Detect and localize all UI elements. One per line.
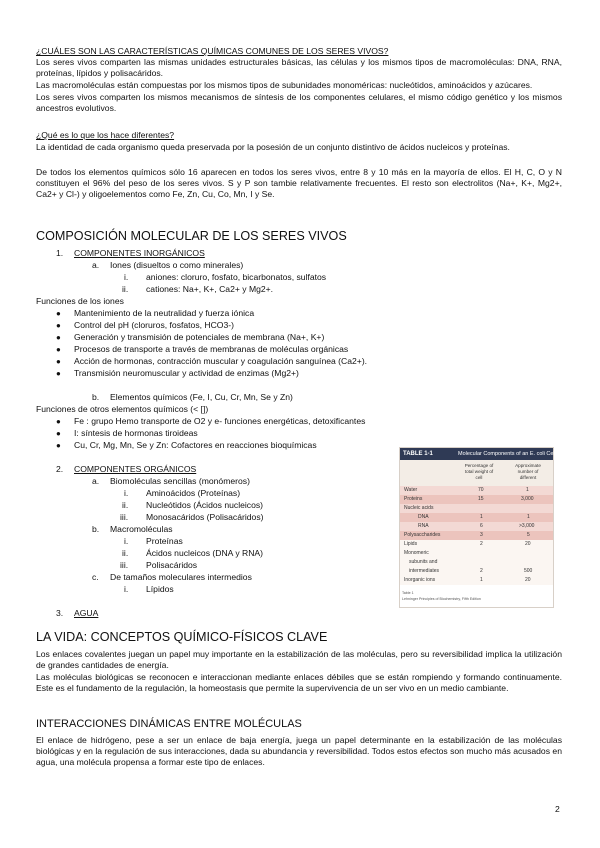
- list-number-3: 3.: [56, 608, 64, 618]
- list-number-1: 1.: [56, 248, 64, 258]
- row-name: subunits and: [409, 559, 438, 565]
- row-value: 20: [525, 577, 531, 583]
- list-letter-a: a.: [92, 260, 100, 270]
- bullet-icon: ●: [56, 441, 61, 450]
- row-name: DNA: [418, 514, 429, 520]
- row-value: 500: [524, 568, 533, 574]
- ion-functions-title: Funciones de los iones: [36, 296, 124, 306]
- row-value: 20: [525, 541, 531, 547]
- row-value: 1: [526, 487, 529, 493]
- list-roman-iii: iii.: [120, 560, 129, 570]
- inorganic-heading: COMPONENTES INORGÁNICOS: [74, 248, 205, 258]
- other-functions-title: Funciones de otros elementos químicos (< []): [36, 404, 209, 414]
- list-item: Cu, Cr, Mg, Mn, Se y Zn: Cofactores en reacciones bioquímicas: [74, 440, 317, 450]
- row-name: RNA: [418, 523, 429, 529]
- table-row: [400, 567, 553, 576]
- row-value: 15: [478, 496, 484, 502]
- row-value: 1: [480, 514, 483, 520]
- life-paragraph-1: Los enlaces covalentes juegan un papel muy importante en la estabilización de las moléculas, pero su reversibilidad implica la utilización de grandes cantidades de energía.: [36, 649, 562, 670]
- list-roman-i: i.: [124, 536, 129, 546]
- row-value: 3: [480, 532, 483, 538]
- table-row: [400, 549, 553, 558]
- bullet-icon: ●: [56, 369, 61, 378]
- list-letter-b: b.: [92, 524, 100, 534]
- list-letter-b: b.: [92, 392, 100, 402]
- column-header: Approximate number of different: [515, 463, 541, 480]
- table-image-caption: Molecular Components of an E. coli Cell: [458, 451, 556, 457]
- bullet-icon: ●: [56, 321, 61, 330]
- row-value: 1: [527, 514, 530, 520]
- list-roman-i: i.: [124, 272, 129, 282]
- bullet-icon: ●: [56, 345, 61, 354]
- table-row: [400, 531, 553, 540]
- intro-paragraph-3: Los seres vivos comparten los mismos mecanismos de síntesis de los componentes celulares, el mismo código genético y los mismos ancestros evolutivos.: [36, 92, 562, 113]
- list-item: Fe : grupo Hemo transporte de O2 y e- funciones energéticas, detoxificantes: [74, 416, 366, 426]
- list-roman-ii: ii.: [122, 500, 129, 510]
- table-image-column-headers: [400, 460, 553, 486]
- table-image-label: TABLE 1-1: [403, 451, 433, 457]
- table-image-footnote: Table 1: [402, 591, 414, 595]
- list-roman-i: i.: [124, 488, 129, 498]
- row-name: Water: [404, 487, 418, 493]
- table-row: [400, 504, 553, 513]
- row-value: >3,000: [519, 523, 535, 529]
- list-roman-iii: iii.: [120, 512, 129, 522]
- row-name: intermediates: [409, 568, 440, 574]
- row-value: 5: [527, 532, 530, 538]
- list-number-2: 2.: [56, 464, 64, 474]
- bullet-icon: ●: [56, 417, 61, 426]
- intermediate-item: De tamaños moleculares intermedios: [110, 572, 252, 582]
- column-header: Percentage of total weight of cell: [464, 463, 494, 480]
- row-name: Monomeric: [404, 550, 429, 556]
- list-item: Nucleótidos (Ácidos nucleicos): [146, 500, 264, 510]
- row-value: 2: [480, 568, 483, 574]
- row-value: 2: [480, 541, 483, 547]
- question-1-title: ¿CUÁLES SON LAS CARACTERÍSTICAS QUÍMICAS COMUNES DE LOS SERES VIVOS?: [36, 46, 389, 56]
- table-image-header: [400, 448, 556, 460]
- table-row: [400, 513, 553, 522]
- list-item: Acción de hormonas, contracción muscular y coagulación sanguínea (Ca2+).: [74, 356, 368, 366]
- intro-paragraph-2: Las macromoléculas están compuestas por los mismos tipos de subunidades monoméricas: nucleótidos, aminoácidos y azúcares.: [36, 80, 533, 90]
- list-item: Aminoácidos (Proteínas): [146, 488, 241, 498]
- table-row: [400, 540, 553, 549]
- table-row: [400, 486, 553, 495]
- row-value: 70: [478, 487, 484, 493]
- table-row: [400, 576, 553, 585]
- list-item: Generación y transmisión de potenciales de membrana (Na+, K+): [74, 332, 325, 342]
- elements-item: Elementos químicos (Fe, I, Cu, Cr, Mn, Se y Zn): [110, 392, 293, 402]
- composition-heading: COMPOSICIÓN MOLECULAR DE LOS SERES VIVOS: [36, 229, 347, 243]
- row-name: Nucleic acids: [404, 505, 434, 511]
- intro-paragraph-1: Los seres vivos comparten las mismas unidades estructurales básicas, las células y los mismos tipos de macromoléculas: DNA, RNA, proteínas, lípidos y polisacáridos.: [36, 57, 562, 78]
- list-item: Lípidos: [146, 584, 174, 594]
- water-heading: AGUA: [74, 608, 99, 618]
- row-value: 3,000: [521, 496, 534, 502]
- bullet-icon: ●: [56, 309, 61, 318]
- list-item: Mantenimiento de la neutralidad y fuerza iónica: [74, 308, 255, 318]
- table-row: [400, 522, 553, 531]
- life-paragraph-2: Las moléculas biológicas se reconocen e interaccionan mediante enlaces débiles que se están rompiendo y formando continuamente. Este es el fundamento de la regulación, la homeostasis que permite la supervivencia de un ser vivo en un medio cambiante.: [36, 672, 562, 693]
- row-name: Lipids: [404, 541, 418, 547]
- intro-paragraph-4: La identidad de cada organismo queda preservada por la posesión de un conjunto distintivo de ácidos nucleicos y proteínas.: [36, 142, 510, 152]
- list-item: I: síntesis de hormonas tiroideas: [74, 428, 198, 438]
- bullet-icon: ●: [56, 429, 61, 438]
- row-name: Polysaccharides: [404, 532, 441, 538]
- ions-item: Iones (disueltos o como minerales): [110, 260, 244, 270]
- table-row: [400, 495, 553, 504]
- dynamic-heading: INTERACCIONES DINÁMICAS ENTRE MOLÉCULAS: [36, 718, 302, 730]
- life-heading: LA VIDA: CONCEPTOS QUÍMICO-FÍSICOS CLAVE: [36, 630, 328, 644]
- list-item: Ácidos nucleicos (DNA y RNA): [146, 548, 264, 558]
- row-value: 1: [480, 577, 483, 583]
- anions-item: aniones: cloruro, fosfato, bicarbonatos, sulfatos: [146, 272, 327, 282]
- table-row: [400, 558, 553, 567]
- list-item: Proteínas: [146, 536, 183, 546]
- bullet-icon: ●: [56, 333, 61, 342]
- row-name: Inorganic ions: [404, 577, 436, 583]
- list-roman-ii: ii.: [122, 548, 129, 558]
- row-name: Proteins: [404, 496, 423, 502]
- cations-item: cationes: Na+, K+, Ca2+ y Mg2+.: [146, 284, 274, 294]
- list-letter-a: a.: [92, 476, 100, 486]
- page-number: 2: [555, 804, 560, 814]
- list-letter-c: c.: [92, 572, 99, 582]
- bullet-icon: ●: [56, 357, 61, 366]
- dynamic-paragraph: El enlace de hidrógeno, pese a ser un enlace de baja energía, juega un papel determinante en la estabilización de las moléculas biológicas y en la regulación de sus interacciones, dada su abundancia y reversibilidad. Todos estos efectos son mucho más acusados en agua, una molécula propensa a formar este tipo de enlaces.: [36, 735, 562, 767]
- ecoli-table-image: [399, 447, 554, 608]
- list-roman-i: i.: [124, 584, 129, 594]
- macromolecules-item: Macromoléculas: [110, 524, 173, 534]
- table-image-footnote: Lehninger Principles of Biochemistry, Fifth Edition: [402, 597, 481, 601]
- small-biomolecules-item: Biomoléculas sencillas (monómeros): [110, 476, 250, 486]
- row-value: 6: [480, 523, 483, 529]
- list-item: Monosacáridos (Polisacáridos): [146, 512, 264, 522]
- list-item: Procesos de transporte a través de membranas de moléculas orgánicas: [74, 344, 349, 354]
- list-item: Polisacáridos: [146, 560, 198, 570]
- question-2-title: ¿Qué es lo que los hace diferentes?: [36, 130, 175, 140]
- list-roman-ii: ii.: [122, 284, 129, 294]
- intro-paragraph-5: De todos los elementos químicos sólo 16 aparecen en todos los seres vivos, entre 8 y 10 más en la mayoría de ellos. El H, C, O y N constituyen el 96% del peso de los seres vivos. S y P son tambie relativamente frecuentes. El resto son electrolitos (Na+, K+, Mg2+, Ca2+ y Cl-) y oligoelementos como Fe, Zn, Cu, Co, Mn, I y Se.: [36, 167, 562, 199]
- list-item: Control del pH (cloruros, fosfatos, HCO3-): [74, 320, 234, 330]
- organic-heading: COMPONENTES ORGÁNICOS: [74, 464, 197, 474]
- list-item: Transmisión neuromuscular y actividad de enzimas (Mg2+): [74, 368, 299, 378]
